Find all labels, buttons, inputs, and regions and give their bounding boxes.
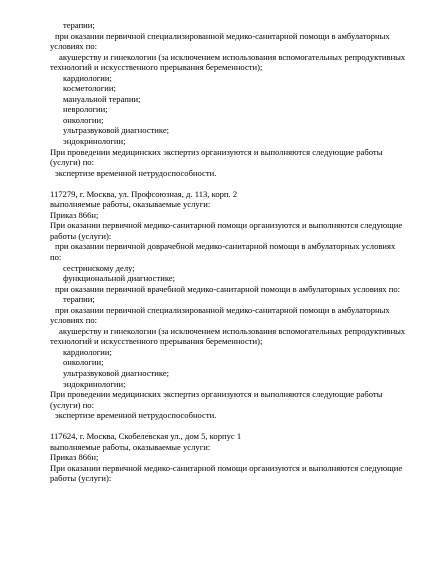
text-line: работы (услуги): xyxy=(50,473,112,484)
text-line: при оказании первичной доврачебной медико-санитарной помощи в амбулаторных условиях xyxy=(55,241,396,252)
text-block xyxy=(50,188,406,421)
text-line: При оказании первичной медико-санитарной помощи организуются и выполняются следующие xyxy=(50,220,403,231)
text-block xyxy=(50,20,406,178)
text-block xyxy=(50,431,403,484)
text-line: работы (услуги): xyxy=(50,230,112,241)
text-line: технологий и искусственного прерывания беременности); xyxy=(50,336,263,347)
text-line: Приказ 866н; xyxy=(50,452,99,463)
text-line: Приказ 866н; xyxy=(50,209,99,220)
text-line: ультразвуковой диагностике; xyxy=(63,125,170,136)
paragraph-gap xyxy=(50,178,390,189)
text-line: по: xyxy=(50,251,62,262)
text-line: технологий и искусственного прерывания беременности); xyxy=(50,62,263,73)
text-line: функциональной диагностике; xyxy=(63,273,176,284)
text-line: при оказании первичной специализированной медико-санитарной помощи в амбулаторных xyxy=(55,304,390,315)
text-line: при оказании первичной врачебной медико-санитарной помощи в амбулаторных условиях по: xyxy=(55,283,401,294)
text-line: терапии; xyxy=(63,20,95,30)
text-line: экспертизе временной нетрудоспособности. xyxy=(55,167,217,178)
text-line: экспертизе временной нетрудоспособности. xyxy=(55,410,217,421)
text-line: условиях по: xyxy=(50,41,98,52)
text-line: 117624, г. Москва, Скобелевская ул., дом 5, корпус 1 xyxy=(50,431,242,442)
text-line: неврологии; xyxy=(63,104,108,115)
text-line: кардиологии; xyxy=(63,346,112,357)
text-line: эндокринологии; xyxy=(63,378,126,389)
text-line: выполняемые работы, оказываемые услуги: xyxy=(50,441,211,452)
text-line: сестринскому делу; xyxy=(63,262,135,273)
text-line: (услуги) по: xyxy=(50,399,94,410)
text-line: 117279, г. Москва, ул. Профсоюзная, д. 113, корп. 2 xyxy=(50,188,238,199)
text-line: кардиологии; xyxy=(63,72,112,83)
text-line: терапии; xyxy=(63,294,95,305)
text-line: акушерству и гинекологии (за исключением использования вспомогательных репродуктивных xyxy=(59,51,406,62)
text-line: При проведении медицинских экспертиз организуются и выполняются следующие работы xyxy=(50,146,383,157)
text-line: онкологии; xyxy=(63,357,104,368)
text-line: ультразвуковой диагностике; xyxy=(63,368,170,378)
paragraph-gap xyxy=(50,421,390,432)
text-line: мануальной терапии; xyxy=(63,93,141,104)
text-line: онкологии; xyxy=(63,114,104,125)
text-line: При проведении медицинских экспертиз организуются и выполняются следующие работы xyxy=(50,389,383,400)
text-line: при оказании первичной специализированной медико-санитарной помощи в амбулаторных xyxy=(55,30,390,41)
text-line: (услуги) по: xyxy=(50,157,94,168)
text-line: эндокринологии; xyxy=(63,136,126,147)
text-line: косметологии; xyxy=(63,83,116,94)
text-line: При оказании первичной медико-санитарной помощи организуются и выполняются следующие xyxy=(50,462,403,473)
text-line: выполняемые работы, оказываемые услуги: xyxy=(50,199,211,210)
text-line: условиях по: xyxy=(50,315,98,326)
text-line: акушерству и гинекологии (за исключением использования вспомогательных репродуктивных xyxy=(59,325,406,336)
